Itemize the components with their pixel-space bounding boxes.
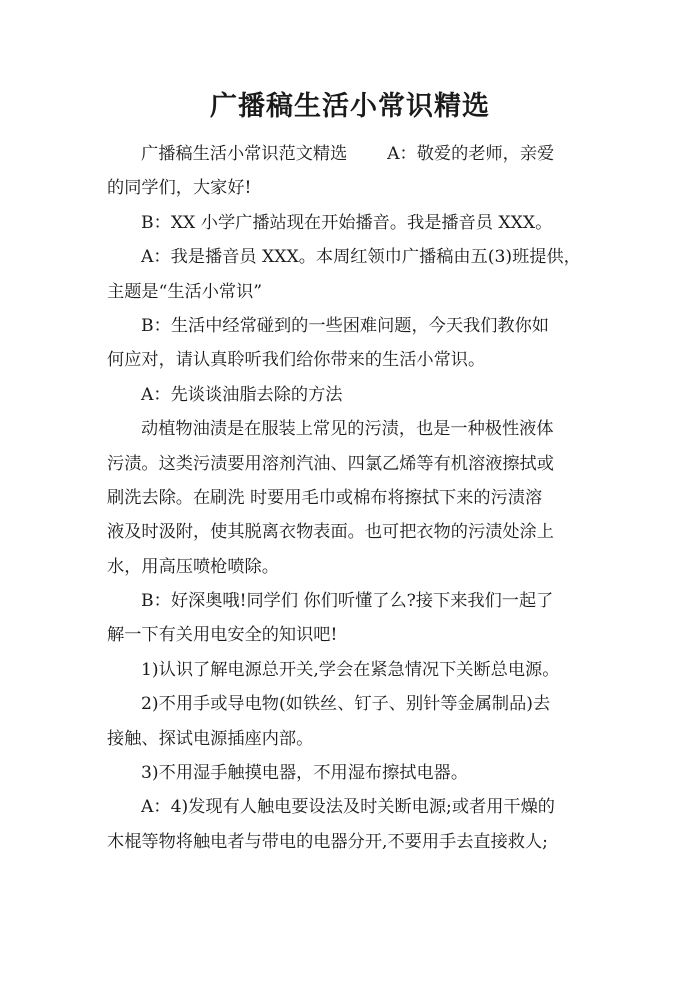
paragraph-line: A：我是播音员 XXX。本周红领巾广播稿由五(3)班提供， xyxy=(141,247,581,268)
paragraph-line: A：4)发现有人触电要设法及时关断电源;或者用干燥的 xyxy=(141,797,555,818)
paragraph-line: 广播稿生活小常识范文精选 A：敬爱的老师，亲爱 xyxy=(141,144,555,164)
paragraph-line: 污渍。这类污渍要用溶剂汽油、四氯乙烯等有机溶液擦拭或 xyxy=(107,453,554,474)
paragraph-line: 刷洗去除。在刷洗 时要用毛巾或棉布将擦拭下来的污渍溶 xyxy=(107,487,543,508)
document-body xyxy=(107,137,599,859)
paragraph-line: A：先谈谈油脂去除的方法 xyxy=(141,384,343,405)
paragraph-line: B：好深奥哦!同学们 你们听懂了么?接下来我们一起了 xyxy=(141,591,554,612)
paragraph-line: 液及时汲附，使其脱离衣物表面。也可把衣物的污渍处涂上 xyxy=(107,522,554,543)
paragraph-line: 1)认识了解电源总开关,学会在紧急情况下关断总电源。 xyxy=(141,659,560,680)
paragraph-line: 的同学们，大家好! xyxy=(107,178,252,199)
paragraph-line: 何应对，请认真聆听我们给你带来的生活小常识。 xyxy=(107,350,486,371)
paragraph-line: 动植物油渍是在服装上常见的污渍，也是一种极性液体 xyxy=(141,419,554,440)
paragraph-line: 3)不用湿手触摸电器，不用湿布擦拭电器。 xyxy=(141,763,469,784)
paragraph-line: 2)不用手或导电物(如铁丝、钉子、别针等金属制品)去 xyxy=(141,694,551,715)
paragraph-line: B：XX 小学广播站现在开始播音。我是播音员 XXX。 xyxy=(141,212,553,233)
paragraph-line: B：生活中经常碰到的一些困难问题，今天我们教你如 xyxy=(141,315,549,336)
document-title: 广播稿生活小常识精选 xyxy=(210,91,490,122)
paragraph-line: 水，用高压喷枪喷除。 xyxy=(107,556,279,577)
paragraph-line: 主题是“生活小常识” xyxy=(107,281,263,302)
paragraph-line: 木棍等物将触电者与带电的电器分开,不要用手去直接救人; xyxy=(107,831,548,852)
paragraph-line: 解一下有关用电安全的知识吧! xyxy=(107,625,338,646)
paragraph-line: 接触、探试电源插座内部。 xyxy=(107,728,314,749)
